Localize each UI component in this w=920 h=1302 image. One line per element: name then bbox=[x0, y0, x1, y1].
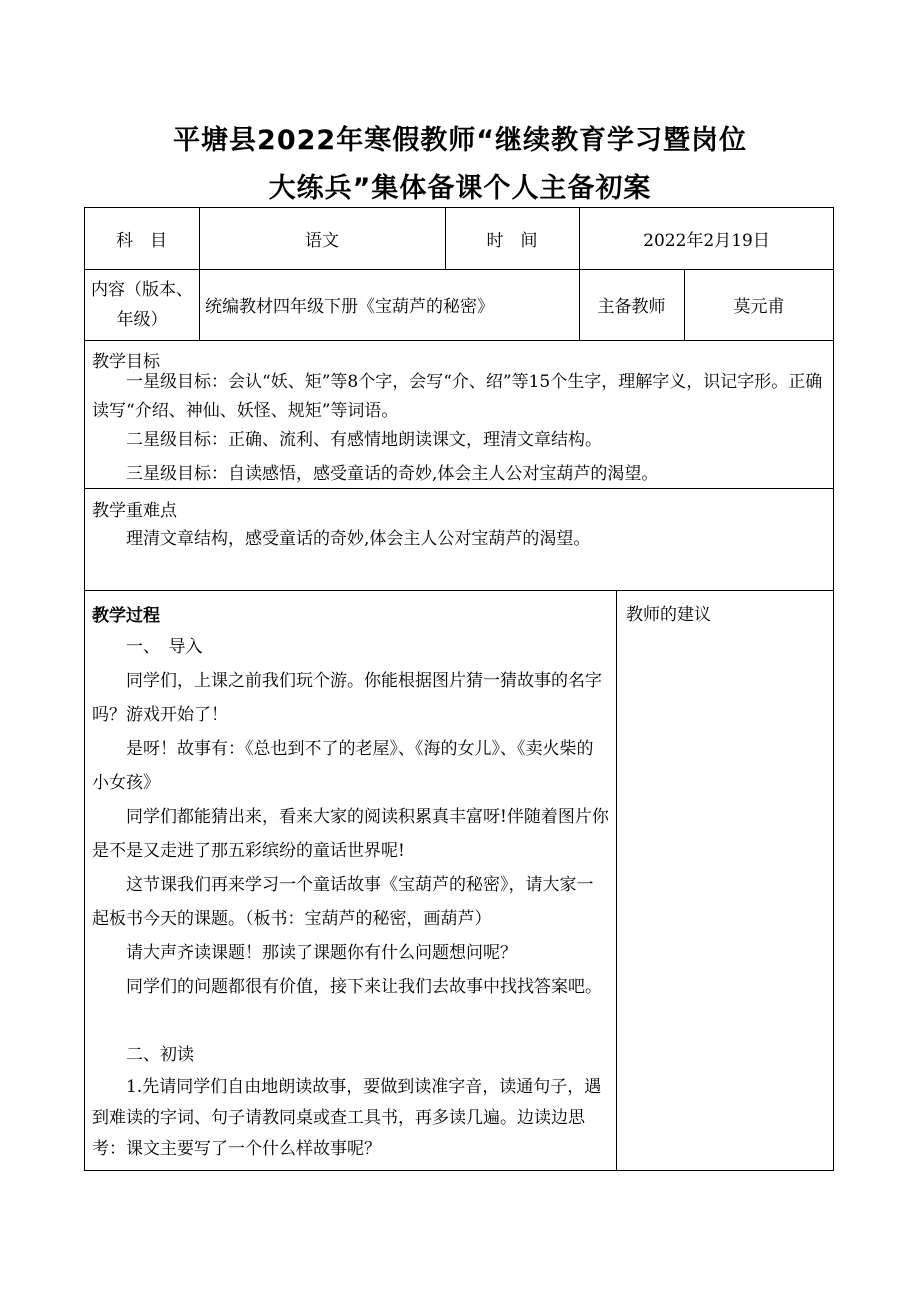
row-divider bbox=[84, 590, 834, 591]
row-divider bbox=[84, 340, 834, 341]
content-label: 内容（版本、年级） bbox=[91, 280, 193, 330]
time-label: 时 间 bbox=[486, 230, 538, 251]
keypoints-text: 理清文章结构，感受童话的奇妙,体会主人公对宝葫芦的渴望。 bbox=[126, 529, 591, 549]
process-paragraph: 1.先请同学们自由地朗读故事，要做到读准字音，读通句子，遇到难读的字词、句子请教同桌或查工具书，再多读几遍。边读边思考：课文主要写了一个什么样故事呢？ bbox=[92, 1077, 602, 1159]
col-divider bbox=[616, 590, 617, 1171]
teacher-value: 莫元甫 bbox=[733, 297, 785, 317]
goal-item: 二星级目标：正确、流利、有感情地朗读课文，理清文章结构。 bbox=[126, 430, 602, 450]
document-title-line2: 大练兵”集体备课个人主备初案 bbox=[268, 173, 652, 204]
process-paragraph: 同学们都能猜出来，看来大家的阅读积累真丰富呀!伴随着图片你是不是又走进了那五彩缤纷的童话世界呢! bbox=[92, 807, 609, 861]
process-paragraph: 这节课我们再来学习一个童话故事《宝葫芦的秘密》，请大家一起板书今天的课题。（板书：宝葫芦的秘密，画葫芦） bbox=[92, 875, 594, 929]
subject-label: 科 目 bbox=[116, 230, 167, 251]
keypoints-heading: 教学重难点 bbox=[92, 501, 177, 521]
goal-item: 一星级目标：会认“妖、矩”等8个字，会写“介、绍”等15个生字，理解字义，识记字形。正确读写“介绍、神仙、妖怪、规矩”等词语。 bbox=[92, 372, 823, 421]
time-value: 2022年2月19日 bbox=[643, 230, 770, 251]
suggestion-heading: 教师的建议 bbox=[626, 605, 711, 625]
process-paragraph: 同学们的问题都很有价值，接下来让我们去故事中找找答案吧。 bbox=[126, 977, 602, 997]
process-paragraph: 是呀！故事有：《总也到不了的老屋》、《海的女儿》、《卖火柴的小女孩》 bbox=[92, 739, 594, 793]
goal-item: 三星级目标：自读感悟，感受童话的奇妙,体会主人公对宝葫芦的渴望。 bbox=[126, 464, 659, 484]
process-paragraph: 一、 导入 bbox=[126, 637, 203, 657]
process-paragraph: 请大声齐读课题！那读了课题你有什么问题想问呢？ bbox=[126, 943, 517, 963]
process-paragraph: 二、初读 bbox=[126, 1045, 194, 1065]
subject-value: 语文 bbox=[305, 230, 339, 251]
process-paragraph: 同学们，上课之前我们玩个游。你能根据图片猜一猜故事的名字吗？游戏开始了！ bbox=[92, 671, 602, 725]
goals-heading: 教学目标 bbox=[92, 352, 160, 372]
content-value: 统编教材四年级下册《宝葫芦的秘密》 bbox=[205, 297, 494, 317]
teacher-label: 主备教师 bbox=[597, 297, 666, 317]
document-title-line1: 平塘县2022年寒假教师“继续教育学习暨岗位 bbox=[173, 125, 747, 156]
process-heading: 教学过程 bbox=[92, 606, 160, 626]
